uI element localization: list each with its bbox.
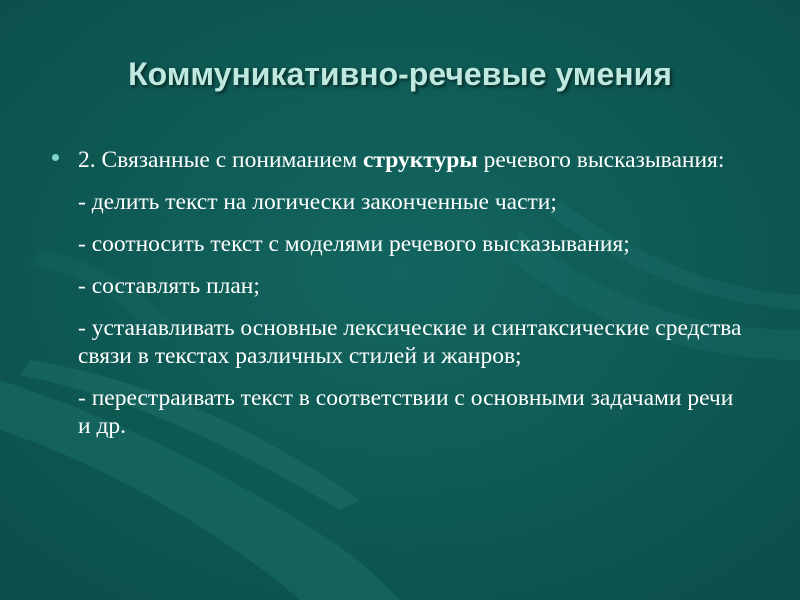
list-item: - составлять план; xyxy=(78,273,260,299)
slide-content xyxy=(44,146,744,454)
list-item: - соотносить текст с моделями речевого высказывания; xyxy=(78,231,630,257)
intro-suffix: речевого высказывания: xyxy=(477,147,725,173)
list-item: - перестраивать текст в соответствии с основными задачами речи и др. xyxy=(78,385,734,439)
bullet-icon xyxy=(52,154,59,161)
intro-paragraph xyxy=(44,146,744,174)
intro-bold: структуры xyxy=(362,147,478,173)
slide-title: Коммуникативно-речевые умения xyxy=(128,56,672,92)
intro-prefix: 2. Связанные с пониманием xyxy=(78,147,363,173)
list-item: - делить текст на логически законченные части; xyxy=(78,189,557,215)
list-item: - устанавливать основные лексические и синтаксические средства связи в текстах различных стилей и жанров; xyxy=(78,315,742,369)
